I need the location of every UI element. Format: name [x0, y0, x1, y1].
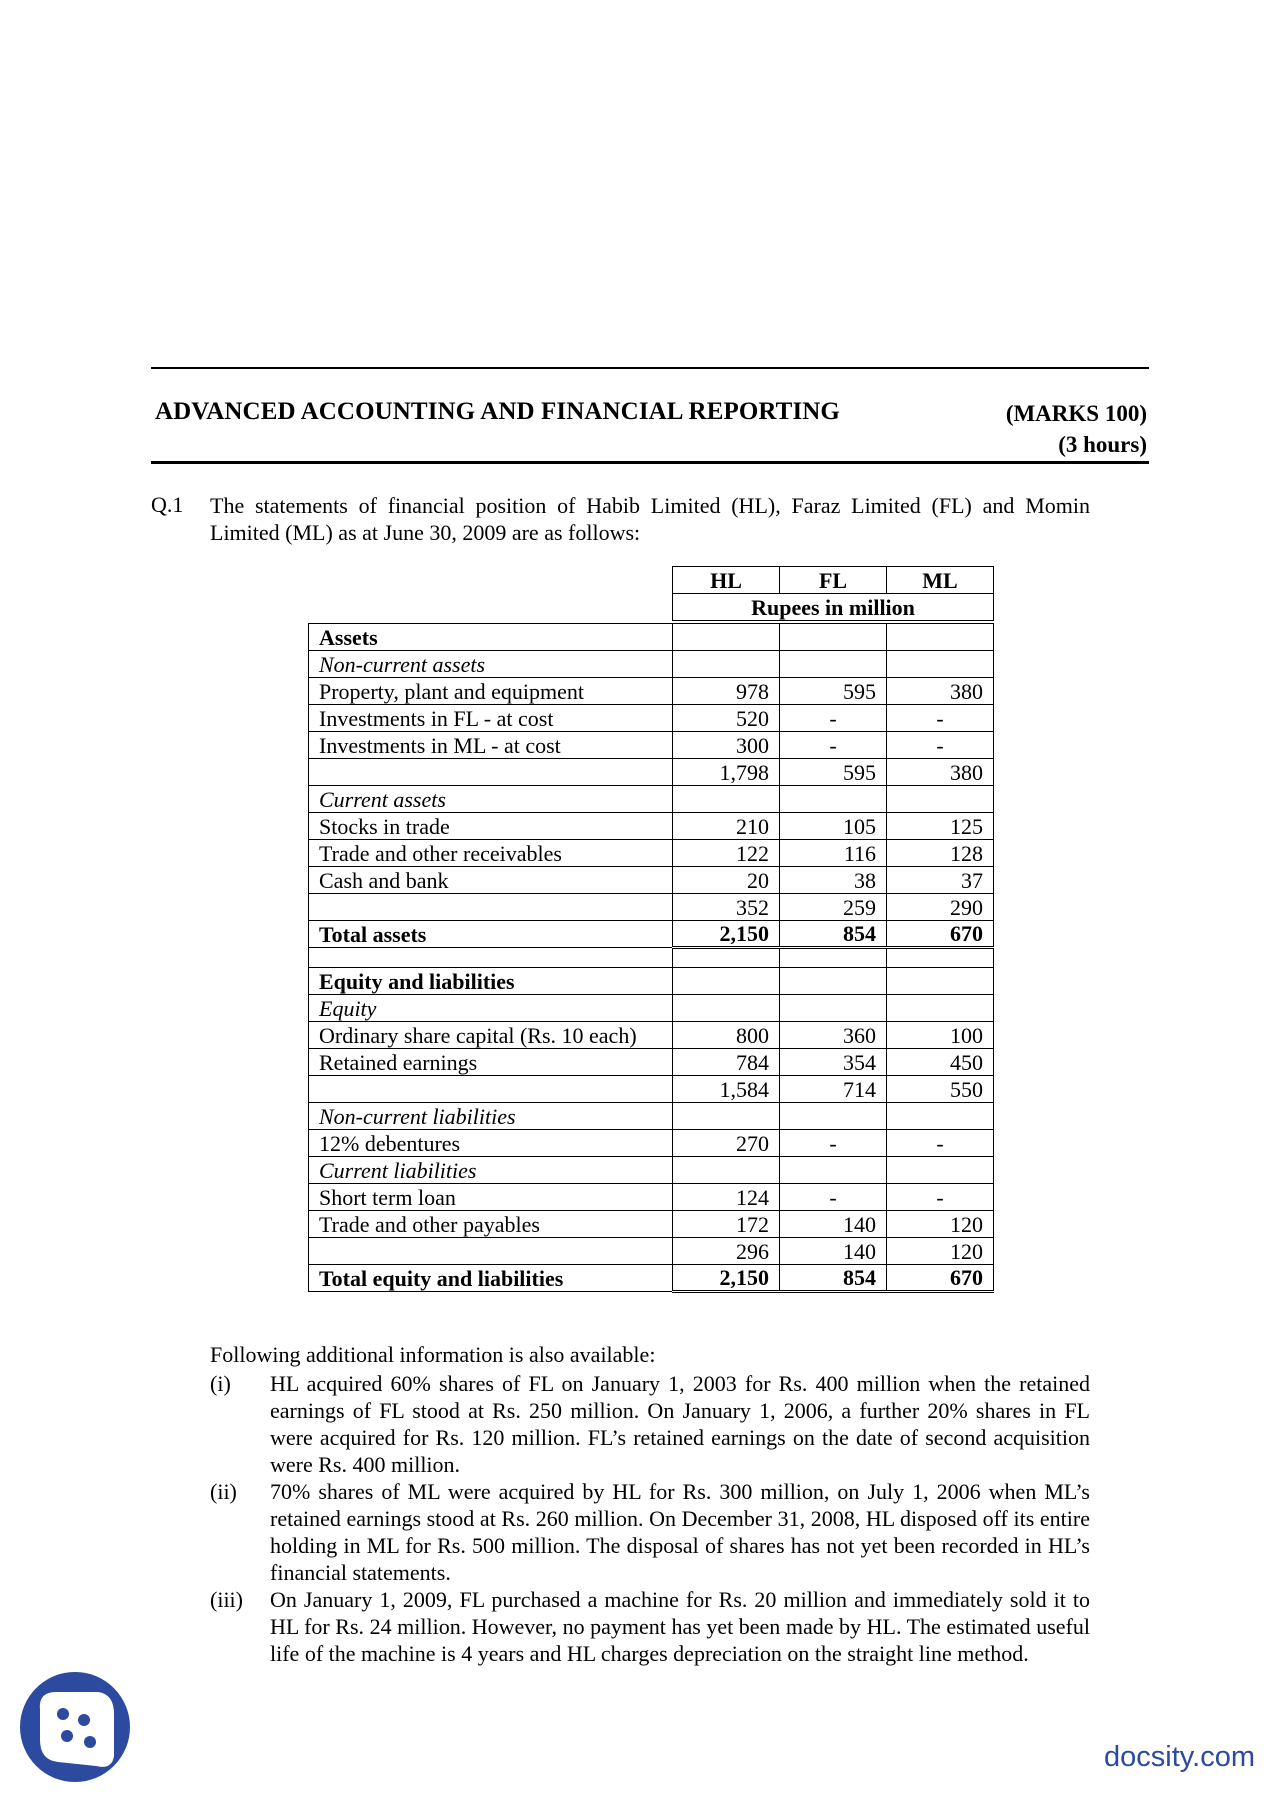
- table-row: [309, 894, 994, 921]
- unit-label: Rupees in million: [673, 594, 994, 621]
- cell-hl: [673, 968, 780, 995]
- table-row: [309, 759, 994, 786]
- info-item-number: (ii): [210, 1479, 237, 1504]
- cell-fl: [780, 1103, 887, 1130]
- table-row: [309, 840, 994, 867]
- cell-hl: [673, 651, 780, 678]
- cell-hl: 2,150: [673, 921, 780, 948]
- spacer-cell: [887, 948, 994, 968]
- cell-ml: [887, 786, 994, 813]
- cell-hl: 300: [673, 732, 780, 759]
- spacer-row: [309, 948, 994, 968]
- row-label: Total assets: [309, 921, 673, 948]
- financial-table-header: [672, 566, 994, 621]
- row-label: Investments in FL - at cost: [309, 705, 673, 732]
- cell-ml: -: [887, 1130, 994, 1157]
- cell-fl: -: [780, 705, 887, 732]
- table-row: [309, 1076, 994, 1103]
- cell-hl: 296: [673, 1238, 780, 1265]
- financial-table-body: [309, 624, 994, 1292]
- row-label: [309, 1238, 673, 1265]
- info-item-number: (i): [210, 1371, 231, 1396]
- row-label: Equity: [309, 995, 673, 1022]
- brand-link[interactable]: docsity.com: [1104, 1741, 1255, 1773]
- cell-hl: [673, 1157, 780, 1184]
- table-row: [309, 732, 994, 759]
- cell-fl: 595: [780, 678, 887, 705]
- financial-position-table: [308, 623, 994, 1293]
- cell-fl: 854: [780, 1265, 887, 1292]
- row-label: Current liabilities: [309, 1157, 673, 1184]
- cell-fl: 38: [780, 867, 887, 894]
- marks-info: [1006, 398, 1147, 460]
- cell-ml: 100: [887, 1022, 994, 1049]
- table-row: [309, 651, 994, 678]
- cell-hl: 124: [673, 1184, 780, 1211]
- cell-fl: [780, 995, 887, 1022]
- info-item-text: 70% shares of ML were acquired by HL for Rs. 300 million, on July 1, 2006 when ML’s retained earnings stood at Rs. 260 million. On December 31, 2008, HL disposed off its entire holding in ML for Rs. 500 million. The disposal of shares has not yet been recorded in HL’s financial statements.: [270, 1479, 1090, 1585]
- table-row: [309, 786, 994, 813]
- cell-ml: 670: [887, 921, 994, 948]
- paper-title: ADVANCED ACCOUNTING AND FINANCIAL REPORTING: [155, 398, 840, 425]
- header-bottom-rule: [151, 461, 1149, 464]
- table-row: [309, 624, 994, 651]
- row-label: [309, 759, 673, 786]
- row-label: Non-current assets: [309, 651, 673, 678]
- table-row: [309, 921, 994, 948]
- cell-ml: [887, 968, 994, 995]
- table-row: [309, 1184, 994, 1211]
- cell-fl: 354: [780, 1049, 887, 1076]
- cell-hl: 800: [673, 1022, 780, 1049]
- table-row: [309, 968, 994, 995]
- cell-fl: 854: [780, 921, 887, 948]
- cell-fl: 259: [780, 894, 887, 921]
- top-rule: [151, 367, 1149, 369]
- table-row: [309, 813, 994, 840]
- row-label: Short term loan: [309, 1184, 673, 1211]
- row-label: Retained earnings: [309, 1049, 673, 1076]
- cell-ml: -: [887, 1184, 994, 1211]
- cell-hl: [673, 995, 780, 1022]
- table-row: [309, 1103, 994, 1130]
- cell-fl: 360: [780, 1022, 887, 1049]
- row-label: Trade and other receivables: [309, 840, 673, 867]
- cell-ml: 120: [887, 1238, 994, 1265]
- cell-fl: 714: [780, 1076, 887, 1103]
- cell-ml: 550: [887, 1076, 994, 1103]
- table-row: [309, 1130, 994, 1157]
- cell-ml: 450: [887, 1049, 994, 1076]
- table-row: [309, 1238, 994, 1265]
- cell-fl: -: [780, 1184, 887, 1211]
- table-row: [309, 867, 994, 894]
- row-label: Total equity and liabilities: [309, 1265, 673, 1292]
- cell-ml: 290: [887, 894, 994, 921]
- row-label: Cash and bank: [309, 867, 673, 894]
- row-label: [309, 894, 673, 921]
- spacer-cell: [673, 948, 780, 968]
- cell-fl: 140: [780, 1211, 887, 1238]
- cell-ml: 128: [887, 840, 994, 867]
- cell-ml: -: [887, 732, 994, 759]
- info-item-text: On January 1, 2009, FL purchased a machine for Rs. 20 million and immediately sold it to HL for Rs. 24 million. However, no payment has yet been made by HL. The estimated useful life of the machine is 4 years and HL charges depreciation on the straight line method.: [270, 1587, 1090, 1666]
- row-label: Stocks in trade: [309, 813, 673, 840]
- cell-fl: [780, 651, 887, 678]
- cell-hl: 210: [673, 813, 780, 840]
- cell-hl: 520: [673, 705, 780, 732]
- cell-hl: 1,584: [673, 1076, 780, 1103]
- cell-ml: [887, 624, 994, 651]
- row-label: Assets: [309, 624, 673, 651]
- cell-ml: 380: [887, 759, 994, 786]
- cell-ml: -: [887, 705, 994, 732]
- cell-hl: [673, 624, 780, 651]
- column-header-fl: FL: [780, 567, 887, 594]
- table-row: [309, 1265, 994, 1292]
- cell-ml: [887, 995, 994, 1022]
- cell-fl: [780, 1157, 887, 1184]
- marks-label: (MARKS 100): [1005, 401, 1147, 426]
- cell-ml: 125: [887, 813, 994, 840]
- cell-ml: 380: [887, 678, 994, 705]
- cell-hl: [673, 786, 780, 813]
- cell-hl: 2,150: [673, 1265, 780, 1292]
- cell-fl: -: [780, 732, 887, 759]
- cell-ml: [887, 1157, 994, 1184]
- table-row: [309, 1211, 994, 1238]
- cell-fl: -: [780, 1130, 887, 1157]
- row-label: Investments in ML - at cost: [309, 732, 673, 759]
- row-label: Ordinary share capital (Rs. 10 each): [309, 1022, 673, 1049]
- docsity-logo-icon[interactable]: [18, 1670, 133, 1785]
- cell-hl: 172: [673, 1211, 780, 1238]
- row-label: [309, 1076, 673, 1103]
- cell-hl: 270: [673, 1130, 780, 1157]
- table-row: [309, 1157, 994, 1184]
- row-label: Trade and other payables: [309, 1211, 673, 1238]
- row-label: Equity and liabilities: [309, 968, 673, 995]
- cell-fl: [780, 786, 887, 813]
- spacer-cell: [309, 948, 673, 968]
- spacer-cell: [780, 948, 887, 968]
- cell-ml: [887, 651, 994, 678]
- row-label: Property, plant and equipment: [309, 678, 673, 705]
- cell-ml: 670: [887, 1265, 994, 1292]
- cell-hl: [673, 1103, 780, 1130]
- row-label: 12% debentures: [309, 1130, 673, 1157]
- cell-hl: 784: [673, 1049, 780, 1076]
- cell-hl: 978: [673, 678, 780, 705]
- cell-fl: 116: [780, 840, 887, 867]
- cell-fl: [780, 968, 887, 995]
- question-intro: The statements of financial position of Habib Limited (HL), Faraz Limited (FL) and Momin Limited (ML) as at June 30, 2009 are as follows:: [210, 493, 1090, 545]
- cell-hl: 20: [673, 867, 780, 894]
- cell-fl: [780, 624, 887, 651]
- duration-label: (3 hours): [1058, 432, 1147, 457]
- cell-fl: 595: [780, 759, 887, 786]
- cell-ml: 120: [887, 1211, 994, 1238]
- table-row: [309, 1022, 994, 1049]
- column-header-hl: HL: [673, 567, 780, 594]
- cell-ml: 37: [887, 867, 994, 894]
- table-row: [309, 678, 994, 705]
- table-row: [309, 995, 994, 1022]
- cell-hl: 352: [673, 894, 780, 921]
- row-label: Non-current liabilities: [309, 1103, 673, 1130]
- info-item-number: (iii): [210, 1587, 243, 1612]
- additional-info-heading: Following additional information is also available:: [210, 1342, 656, 1367]
- table-row: [309, 1049, 994, 1076]
- column-header-ml: ML: [887, 567, 994, 594]
- cell-fl: 105: [780, 813, 887, 840]
- question-number: Q.1: [151, 492, 184, 517]
- info-item-text: HL acquired 60% shares of FL on January 1, 2003 for Rs. 400 million when the retained earnings of FL stood at Rs. 250 million. On January 1, 2006, a further 20% shares in FL were acquired for Rs. 120 million. FL’s retained earnings on the date of second acquisition were Rs. 400 million.: [270, 1371, 1090, 1477]
- row-label: Current assets: [309, 786, 673, 813]
- cell-fl: 140: [780, 1238, 887, 1265]
- cell-hl: 122: [673, 840, 780, 867]
- cell-hl: 1,798: [673, 759, 780, 786]
- table-row: [309, 705, 994, 732]
- cell-ml: [887, 1103, 994, 1130]
